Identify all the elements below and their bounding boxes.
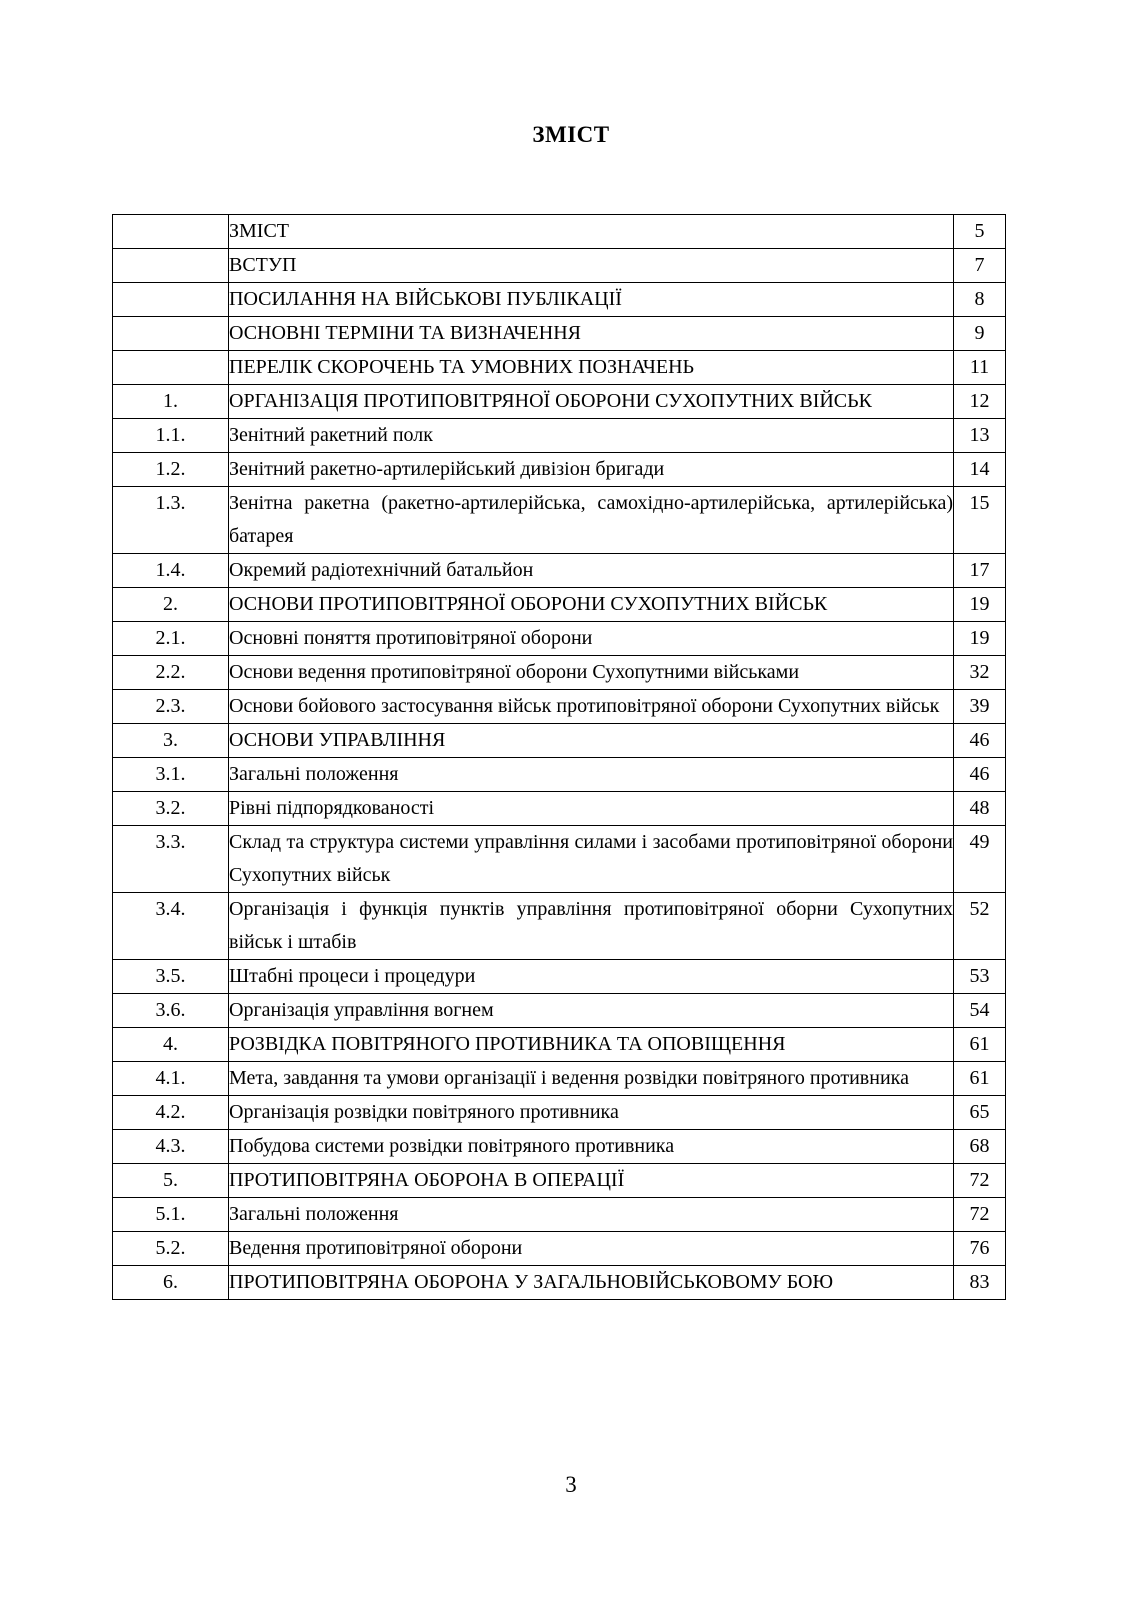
toc-entry-page: 19 — [954, 588, 1006, 622]
toc-section-number — [113, 317, 229, 351]
toc-section-number — [113, 215, 229, 249]
table-row[interactable] — [113, 249, 1006, 283]
toc-entry-title[interactable]: ПРОТИПОВІТРЯНА ОБОРОНА В ОПЕРАЦІЇ — [229, 1164, 954, 1198]
toc-entry-page: 72 — [954, 1198, 1006, 1232]
toc-entry-page: 39 — [954, 690, 1006, 724]
toc-entry-title[interactable]: ОРГАНІЗАЦІЯ ПРОТИПОВІТРЯНОЇ ОБОРОНИ СУХОПУТНИХ ВІЙСЬК — [229, 385, 954, 419]
toc-section-number: 5. — [113, 1164, 229, 1198]
toc-section-number: 6. — [113, 1266, 229, 1300]
table-row[interactable] — [113, 453, 1006, 487]
toc-entry-page: 49 — [954, 826, 1006, 893]
toc-entry-page: 68 — [954, 1130, 1006, 1164]
toc-entry-page: 72 — [954, 1164, 1006, 1198]
table-row[interactable] — [113, 283, 1006, 317]
toc-entry-title[interactable]: Основи ведення протиповітряної оборони Сухопутними військами — [229, 656, 954, 690]
toc-entry-page: 8 — [954, 283, 1006, 317]
toc-entry-page: 13 — [954, 419, 1006, 453]
table-row[interactable] — [113, 588, 1006, 622]
toc-entry-title[interactable]: Ведення протиповітряної оборони — [229, 1232, 954, 1266]
table-row[interactable] — [113, 317, 1006, 351]
toc-entry-page: 32 — [954, 656, 1006, 690]
toc-entry-title[interactable]: ПЕРЕЛІК СКОРОЧЕНЬ ТА УМОВНИХ ПОЗНАЧЕНЬ — [229, 351, 954, 385]
toc-section-number: 3.3. — [113, 826, 229, 893]
toc-section-number — [113, 351, 229, 385]
toc-entry-page: 48 — [954, 792, 1006, 826]
table-row[interactable] — [113, 656, 1006, 690]
toc-entry-page: 14 — [954, 453, 1006, 487]
toc-entry-title[interactable]: ПОСИЛАННЯ НА ВІЙСЬКОВІ ПУБЛІКАЦІЇ — [229, 283, 954, 317]
toc-section-number: 1.3. — [113, 487, 229, 554]
table-row[interactable] — [113, 215, 1006, 249]
table-row[interactable] — [113, 1096, 1006, 1130]
table-row[interactable] — [113, 792, 1006, 826]
toc-entry-page: 65 — [954, 1096, 1006, 1130]
toc-entry-title[interactable]: Організація управління вогнем — [229, 994, 954, 1028]
toc-entry-title[interactable]: Окремий радіотехнічний батальйон — [229, 554, 954, 588]
toc-entry-title[interactable]: ВСТУП — [229, 249, 954, 283]
toc-body — [113, 215, 1006, 1300]
toc-entry-title[interactable]: Зенітний ракетно-артилерійський дивізіон бригади — [229, 453, 954, 487]
page-title: ЗМІСТ — [532, 122, 610, 147]
toc-entry-title[interactable]: Основні поняття протиповітряної оборони — [229, 622, 954, 656]
table-row[interactable] — [113, 1130, 1006, 1164]
toc-entry-title[interactable]: ЗМІСТ — [229, 215, 954, 249]
toc-entry-title[interactable]: Зенітна ракетна (ракетно-артилерійська, самохідно-артилерійська, артилерійська) батарея — [229, 487, 954, 554]
toc-entry-title[interactable]: Мета, завдання та умови організації і ведення розвідки повітряного противника — [229, 1062, 954, 1096]
toc-entry-title[interactable]: Склад та структура системи управління силами і засобами протиповітряної оборони Сухопутних військ — [229, 826, 954, 893]
table-row[interactable] — [113, 1028, 1006, 1062]
table-row[interactable] — [113, 893, 1006, 960]
table-row[interactable] — [113, 351, 1006, 385]
toc-entry-page: 46 — [954, 758, 1006, 792]
toc-section-number: 2.3. — [113, 690, 229, 724]
toc-section-number: 3.4. — [113, 893, 229, 960]
toc-entry-page: 61 — [954, 1028, 1006, 1062]
table-row[interactable] — [113, 758, 1006, 792]
toc-entry-page: 7 — [954, 249, 1006, 283]
toc-section-number: 2. — [113, 588, 229, 622]
toc-entry-title[interactable]: Побудова системи розвідки повітряного противника — [229, 1130, 954, 1164]
toc-section-number: 1.2. — [113, 453, 229, 487]
toc-entry-page: 61 — [954, 1062, 1006, 1096]
table-row[interactable] — [113, 1232, 1006, 1266]
toc-entry-page: 46 — [954, 724, 1006, 758]
table-row[interactable] — [113, 554, 1006, 588]
toc-entry-page: 9 — [954, 317, 1006, 351]
toc-section-number — [113, 249, 229, 283]
toc-entry-page: 83 — [954, 1266, 1006, 1300]
toc-entry-page: 76 — [954, 1232, 1006, 1266]
toc-section-number: 5.1. — [113, 1198, 229, 1232]
toc-entry-title[interactable]: Загальні положення — [229, 1198, 954, 1232]
toc-section-number: 2.1. — [113, 622, 229, 656]
toc-section-number: 2.2. — [113, 656, 229, 690]
table-row[interactable] — [113, 1198, 1006, 1232]
table-row[interactable] — [113, 622, 1006, 656]
toc-section-number: 5.2. — [113, 1232, 229, 1266]
toc-entry-page: 19 — [954, 622, 1006, 656]
toc-entry-page: 5 — [954, 215, 1006, 249]
toc-section-number: 4. — [113, 1028, 229, 1062]
toc-section-number: 1.1. — [113, 419, 229, 453]
table-row[interactable] — [113, 487, 1006, 554]
toc-section-number: 3.5. — [113, 960, 229, 994]
toc-entry-title[interactable]: ОСНОВИ ПРОТИПОВІТРЯНОЇ ОБОРОНИ СУХОПУТНИХ ВІЙСЬК — [229, 588, 954, 622]
toc-entry-title[interactable]: ОСНОВНІ ТЕРМІНИ ТА ВИЗНАЧЕННЯ — [229, 317, 954, 351]
toc-section-number: 4.2. — [113, 1096, 229, 1130]
toc-entry-page: 11 — [954, 351, 1006, 385]
table-row[interactable] — [113, 826, 1006, 893]
toc-entry-page: 52 — [954, 893, 1006, 960]
toc-entry-page: 53 — [954, 960, 1006, 994]
toc-section-number: 4.1. — [113, 1062, 229, 1096]
toc-section-number: 3.6. — [113, 994, 229, 1028]
table-row[interactable] — [113, 1164, 1006, 1198]
toc-entry-title[interactable]: Основи бойового застосування військ протиповітряної оборони Сухопутних військ — [229, 690, 954, 724]
toc-section-number: 1. — [113, 385, 229, 419]
toc-entry-title[interactable]: Рівні підпорядкованості — [229, 792, 954, 826]
page-number: 3 — [565, 1472, 577, 1497]
toc-entry-title[interactable]: Організація і функція пунктів управління протиповітряної оборни Сухопутних військ і штабів — [229, 893, 954, 960]
table-row[interactable] — [113, 724, 1006, 758]
toc-entry-page: 12 — [954, 385, 1006, 419]
table-row[interactable] — [113, 385, 1006, 419]
toc-entry-title[interactable]: Штабні процеси і процедури — [229, 960, 954, 994]
toc-section-number: 1.4. — [113, 554, 229, 588]
toc-entry-title[interactable]: ОСНОВИ УПРАВЛІННЯ — [229, 724, 954, 758]
toc-section-number: 3.1. — [113, 758, 229, 792]
table-row[interactable] — [113, 690, 1006, 724]
toc-section-number: 4.3. — [113, 1130, 229, 1164]
table-row[interactable] — [113, 1266, 1006, 1300]
toc-entry-title[interactable]: РОЗВІДКА ПОВІТРЯНОГО ПРОТИВНИКА ТА ОПОВІЩЕННЯ — [229, 1028, 954, 1062]
toc-entry-title[interactable]: Зенітний ракетний полк — [229, 419, 954, 453]
toc-section-number: 3. — [113, 724, 229, 758]
table-row[interactable] — [113, 960, 1006, 994]
table-row[interactable] — [113, 419, 1006, 453]
table-row[interactable] — [113, 1062, 1006, 1096]
table-of-contents — [112, 214, 1006, 1300]
toc-entry-page: 15 — [954, 487, 1006, 554]
toc-section-number — [113, 283, 229, 317]
toc-entry-title[interactable]: ПРОТИПОВІТРЯНА ОБОРОНА У ЗАГАЛЬНОВІЙСЬКОВОМУ БОЮ — [229, 1266, 954, 1300]
toc-entry-page: 17 — [954, 554, 1006, 588]
table-row[interactable] — [113, 994, 1006, 1028]
toc-entry-page: 54 — [954, 994, 1006, 1028]
toc-entry-title[interactable]: Загальні положення — [229, 758, 954, 792]
toc-section-number: 3.2. — [113, 792, 229, 826]
toc-entry-title[interactable]: Організація розвідки повітряного противника — [229, 1096, 954, 1130]
